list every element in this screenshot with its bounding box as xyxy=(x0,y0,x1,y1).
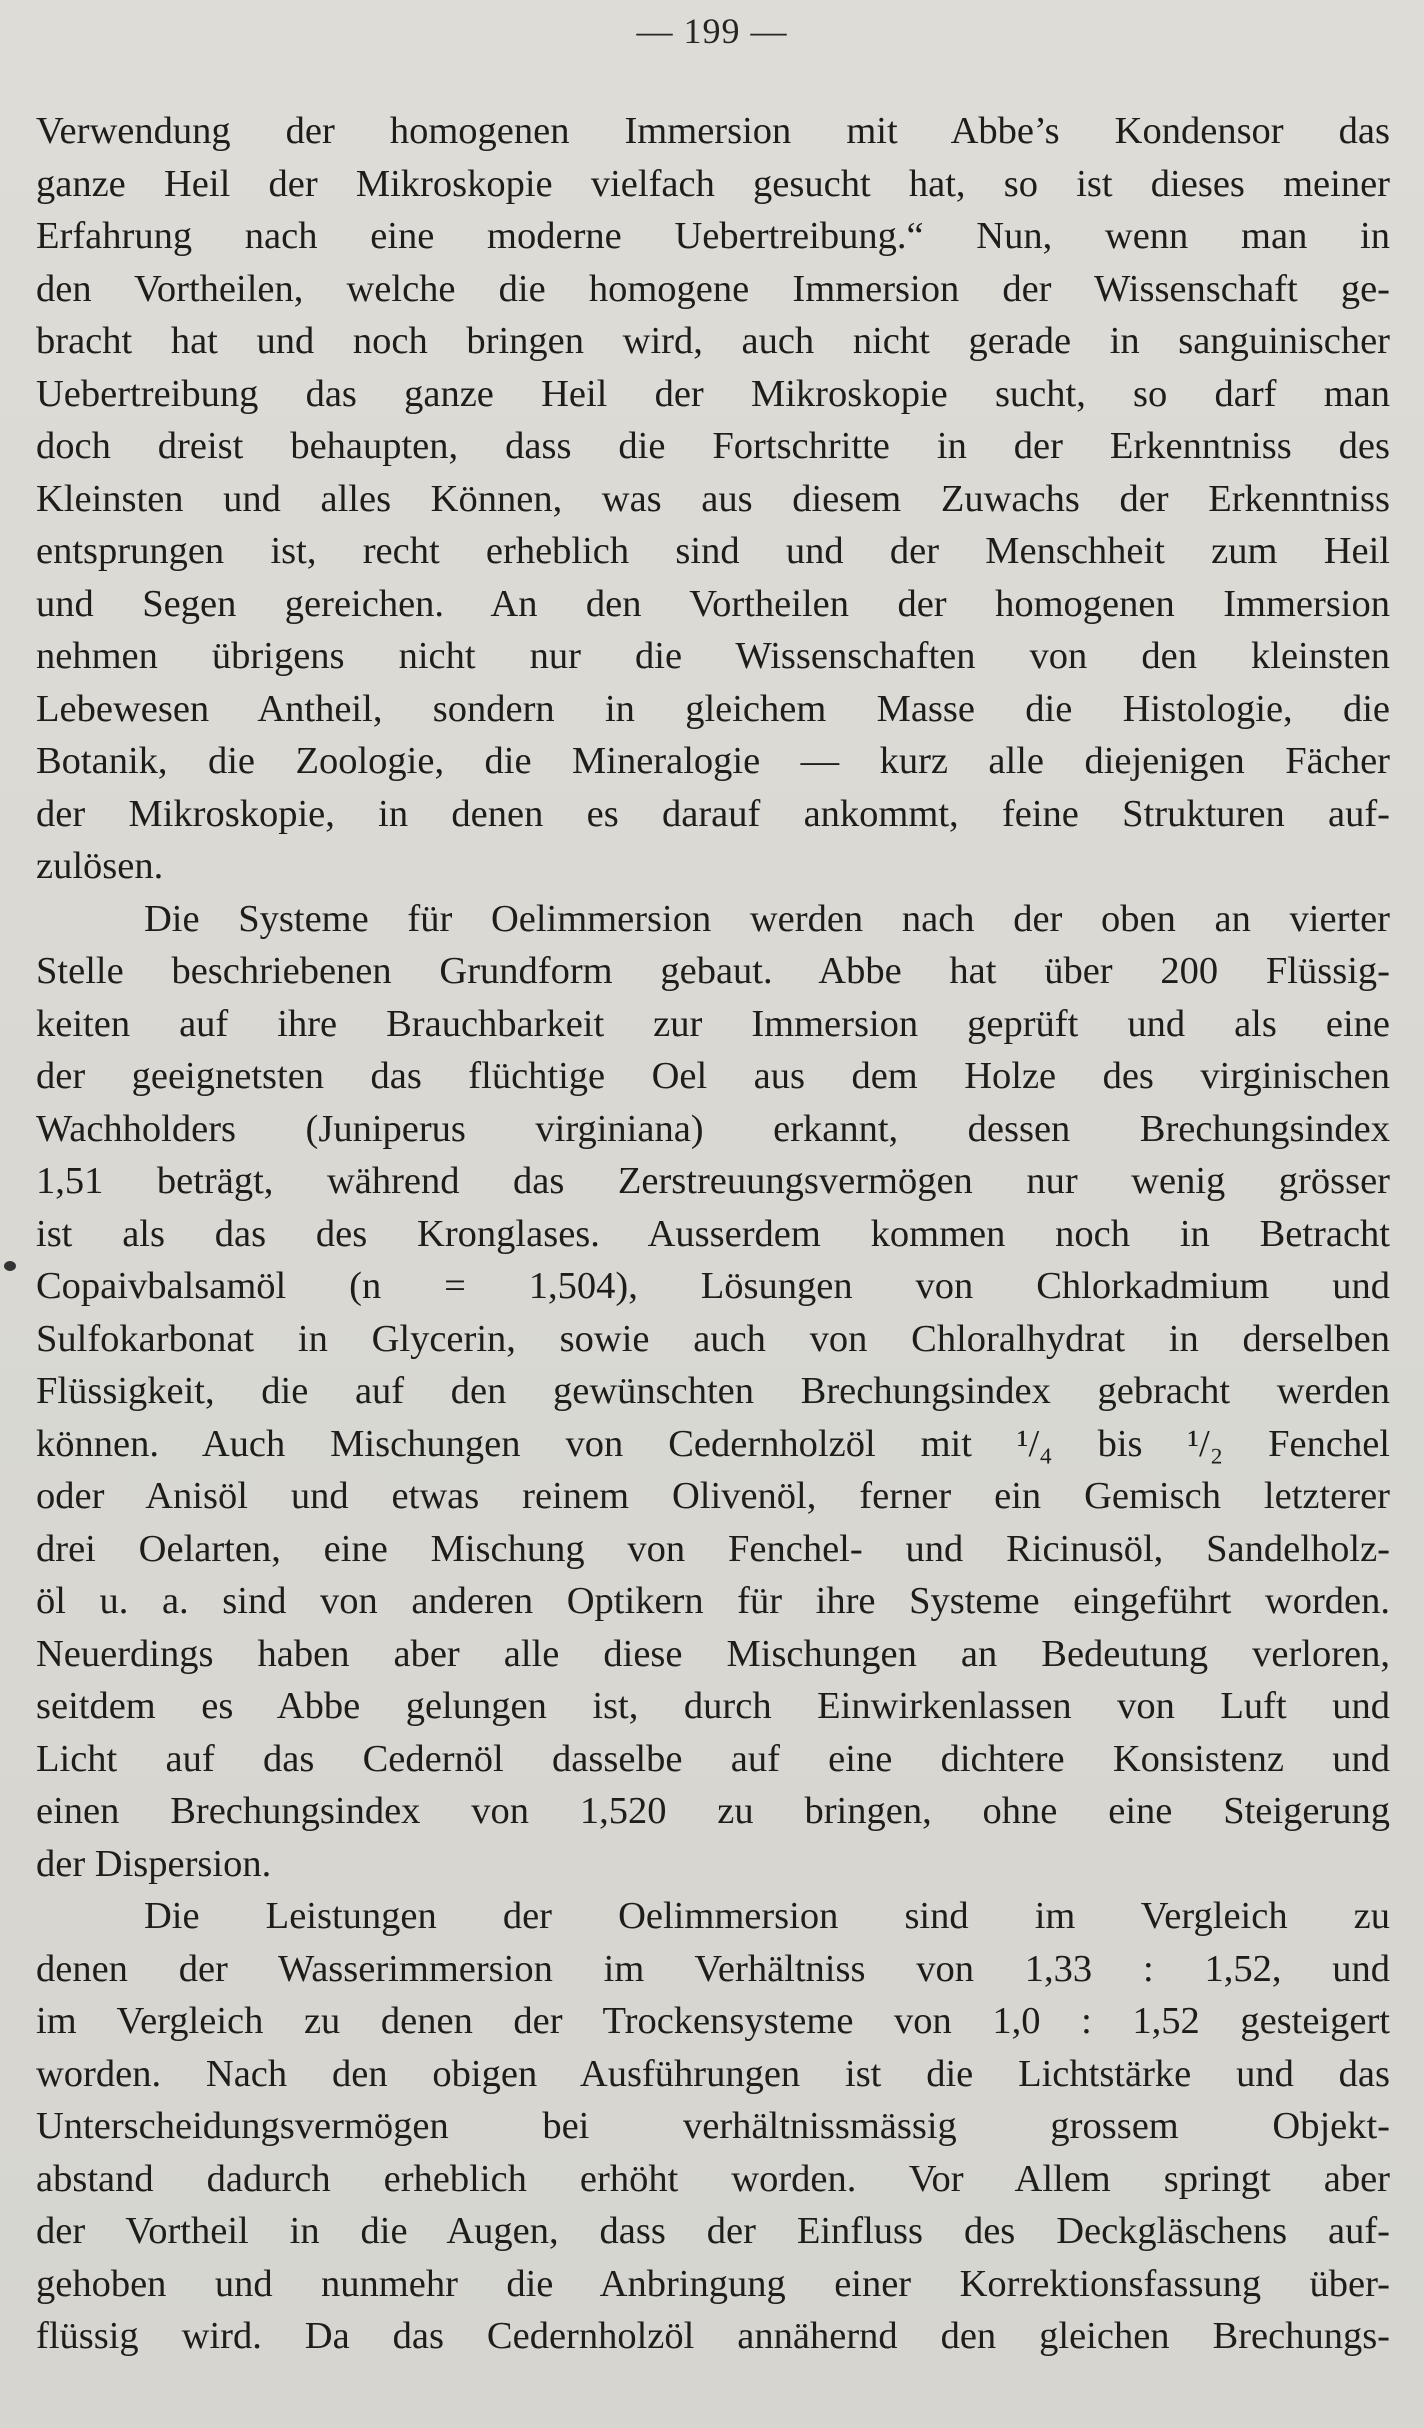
text-line: Botanik, die Zoologie, die Mineralogie — kurz alle diejenigen Fächer xyxy=(36,740,1390,782)
text-line: Verwendung der homogenen Immersion mit Abbe’s Kondensor das xyxy=(36,110,1390,152)
text-line: den Vortheilen, welche die homogene Immersion der Wissenschaft ge- xyxy=(36,267,1390,310)
text-line: bracht hat und noch bringen wird, auch nicht gerade in sanguinischer xyxy=(36,320,1390,362)
text-line: einen Brechungsindex von 1,520 zu bringen, ohne eine Steigerung xyxy=(36,1790,1390,1832)
text-line: zulösen. xyxy=(36,845,164,887)
text-line: Wachholders (Juniperus virginiana) erkannt, dessen Brechungsindex xyxy=(36,1107,1390,1150)
text-line: Neuerdings haben aber alle diese Mischungen an Bedeutung verloren, xyxy=(36,1632,1390,1675)
text-line: der Vortheil in die Augen, dass der Einfluss des Deckgläschens auf- xyxy=(36,2210,1390,2252)
paragraph-2 xyxy=(36,893,1390,1891)
text-line: drei Oelarten, eine Mischung von Fenchel- und Ricinusöl, Sandelholz- xyxy=(36,1527,1390,1570)
text-line: Flüssigkeit, die auf den gewünschten Brechungsindex gebracht werden xyxy=(36,1370,1390,1412)
paragraph-1 xyxy=(36,105,1390,893)
text-line: der Dispersion. xyxy=(36,1842,272,1885)
text-line: Die Systeme für Oelimmersion werden nach der oben an vierter xyxy=(144,897,1390,940)
text-line: können. Auch Mischungen von Cedernholzöl mit ¹/₄ bis ¹/₂ Fenchel xyxy=(36,1422,1390,1465)
text-line: abstand dadurch erheblich erhöht worden. Vor Allem springt aber xyxy=(36,2157,1390,2200)
text-line: doch dreist behaupten, dass die Fortschritte in der Erkenntniss des xyxy=(36,425,1390,467)
text-line: keiten auf ihre Brauchbarkeit zur Immersion geprüft und als eine xyxy=(36,1002,1390,1045)
text-line: der geeignetsten das flüchtige Oel aus dem Holze des virginischen xyxy=(36,1055,1390,1097)
text-line: Erfahrung nach eine moderne Uebertreibung.“ Nun, wenn man in xyxy=(36,215,1390,257)
margin-ink-mark xyxy=(4,1261,16,1271)
text-line: Lebewesen Antheil, sondern in gleichem Masse die Histologie, die xyxy=(36,687,1390,730)
text-line: Sulfokarbonat in Glycerin, sowie auch von Chloralhydrat in derselben xyxy=(36,1317,1390,1360)
text-line: Die Leistungen der Oelimmersion sind im Vergleich zu xyxy=(144,1895,1390,1937)
text-line: im Vergleich zu denen der Trockensysteme von 1,0 : 1,52 gesteigert xyxy=(36,2000,1390,2042)
text-line: 1,51 beträgt, während das Zerstreuungsvermögen nur wenig grösser xyxy=(36,1160,1390,1202)
text-line: Stelle beschriebenen Grundform gebaut. Abbe hat über 200 Flüssig- xyxy=(36,950,1390,992)
text-line: Unterscheidungsvermögen bei verhältnissmässig grossem Objekt- xyxy=(36,2105,1390,2147)
text-line: gehoben und nunmehr die Anbringung einer Korrektionsfassung über- xyxy=(36,2262,1390,2305)
text-line: worden. Nach den obigen Ausführungen ist die Lichtstärke und das xyxy=(36,2052,1390,2095)
text-line: ist als das des Kronglases. Ausserdem kommen noch in Betracht xyxy=(36,1212,1390,1255)
text-line: ganze Heil der Mikroskopie vielfach gesucht hat, so ist dieses meiner xyxy=(36,162,1390,205)
text-line: nehmen übrigens nicht nur die Wissenschaften von den kleinsten xyxy=(36,635,1390,677)
body-text xyxy=(36,105,1390,2363)
text-line: und Segen gereichen. An den Vortheilen der homogenen Immersion xyxy=(36,582,1390,625)
text-line: oder Anisöl und etwas reinem Olivenöl, ferner ein Gemisch letzterer xyxy=(36,1475,1390,1517)
text-line: der Mikroskopie, in denen es darauf ankommt, feine Strukturen auf- xyxy=(36,792,1390,835)
page-number: — 199 — xyxy=(636,11,788,51)
text-line: flüssig wird. Da das Cedernholzöl annähernd den gleichen Brechungs- xyxy=(36,2315,1390,2357)
paragraph-3 xyxy=(36,1890,1390,2363)
text-line: Licht auf das Cedernöl dasselbe auf eine dichtere Konsistenz und xyxy=(36,1737,1390,1780)
text-line: Kleinsten und alles Können, was aus diesem Zuwachs der Erkenntniss xyxy=(36,477,1390,520)
text-line: Copaivbalsamöl (n = 1,504), Lösungen von Chlorkadmium und xyxy=(36,1265,1390,1307)
text-line: seitdem es Abbe gelungen ist, durch Einwirkenlassen von Luft und xyxy=(36,1685,1390,1727)
text-line: Uebertreibung das ganze Heil der Mikroskopie sucht, so darf man xyxy=(36,372,1390,415)
text-line: öl u. a. sind von anderen Optikern für ihre Systeme eingeführt worden. xyxy=(36,1580,1390,1622)
text-line: entsprungen ist, recht erheblich sind und der Menschheit zum Heil xyxy=(36,530,1390,572)
text-line: denen der Wasserimmersion im Verhältniss von 1,33 : 1,52, und xyxy=(36,1947,1390,1990)
